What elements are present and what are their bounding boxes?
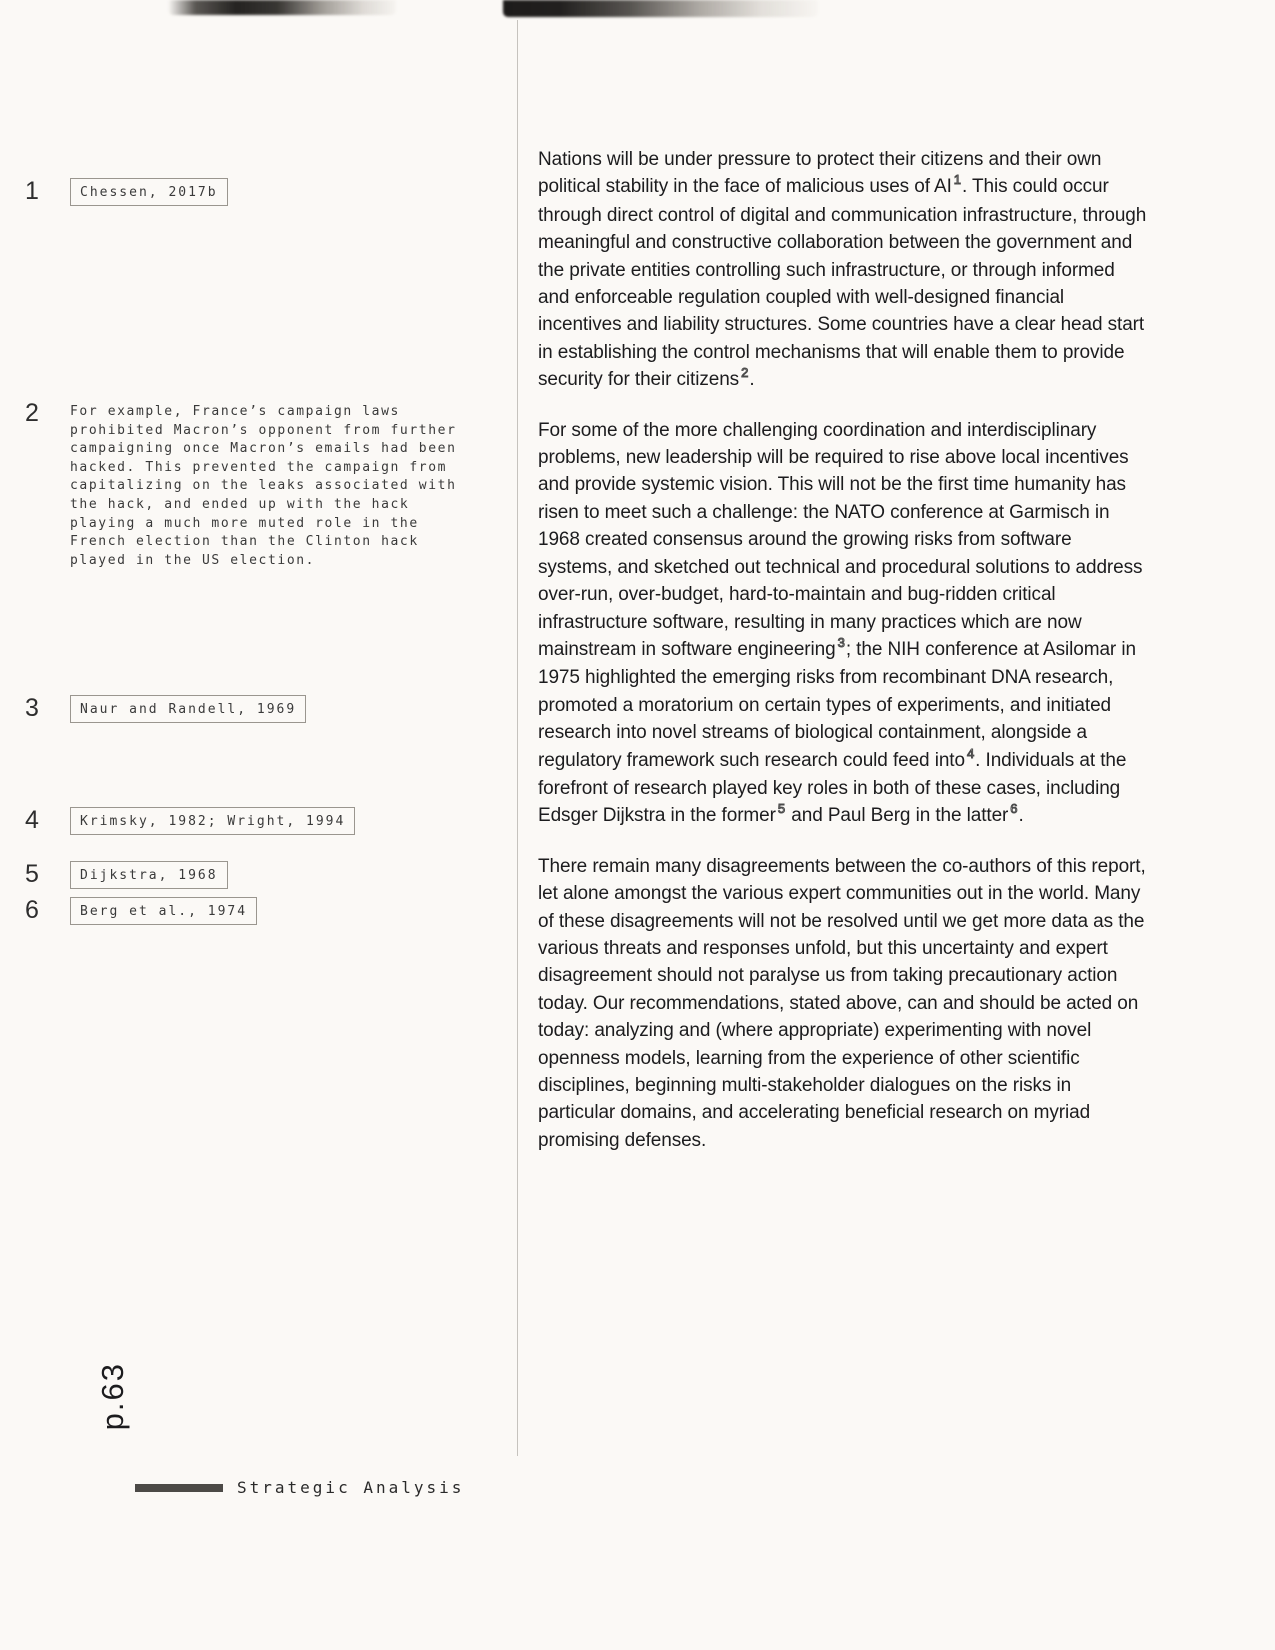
footnote-citation: Chessen, 2017b: [70, 178, 228, 206]
footnote-number: 5: [25, 860, 39, 888]
page-number: p.63: [95, 1362, 130, 1431]
footnote-number: 1: [25, 177, 39, 205]
footnote-item: [25, 400, 462, 570]
body-paragraph: [538, 853, 1150, 1154]
text-run: .: [749, 369, 755, 391]
footnote-note: For example, France’s campaign laws prohibited Macron’s opponent from further campaigning once Macron’s emails had been hacked. This prevented the campaign from capitalizing on the leaks associated with the hack, and ended up with the hack playing a much more muted role in the French election than the Clinton hack played in the US election.: [70, 404, 457, 568]
text-run: There remain many disagreements between the co-authors of this report, let alone amongst the various expert communities out in the world. Many of these disagreements will not be resolved until we get more data as the various threats and responses unfold, but this uncertainty and expert disagreement should not paralyse us from taking precautionary action today. Our recommendations, stated above, can and should be acted on today: analyzing and (where appropriate) experimenting with novel openness models, learning from the experience of other scientific disciplines, beginning multi-stakeholder dialogues on the risks in particular domains, and accelerating beneficial research on myriad promising defenses.: [538, 855, 1146, 1151]
footnote-citation: Krimsky, 1982; Wright, 1994: [70, 807, 355, 835]
footnote-item: [25, 807, 355, 835]
column-divider: [517, 20, 518, 1456]
footnotes-sidebar: [0, 0, 505, 1650]
footnote-ref-6: 6: [1010, 801, 1018, 817]
footnote-number: 6: [25, 896, 39, 924]
footnote-ref-2: 2: [741, 365, 749, 381]
body-column: [538, 146, 1150, 1176]
footnote-item: [25, 178, 228, 206]
text-run: and Paul Berg in the latter: [786, 805, 1009, 827]
footnote-ref-1: 1: [953, 172, 961, 188]
text-run: Nations will be under pressure to protect their citizens and their own political stability in the face of malicious uses of AI: [538, 149, 1102, 198]
page-footer: [135, 1478, 464, 1497]
footnote-ref-4: 4: [966, 745, 975, 761]
text-run: For some of the more challenging coordination and interdisciplinary problems, new leadership will be required to rise above local incentives and provide systemic vision. This will not be the first time humanity has risen to meet such a challenge: the NATO conference at Garmisch in 1968 created consensus around the growing risks from software systems, and sketched out technical and procedural solutions to address over-run, over-budget, hard-to-maintain and bug-ridden critical infrastructure software, resulting in many practices which are now mainstream in software engineering: [538, 419, 1143, 660]
body-paragraph: [538, 417, 1150, 831]
footnote-number: 3: [25, 694, 39, 722]
footnote-number: 4: [25, 806, 39, 834]
footer-rule: [135, 1484, 223, 1492]
footnote-item: [25, 897, 257, 925]
text-run: . Individuals at the forefront of research played key roles in both of these cases, including Edsger Dijkstra in the former: [538, 749, 1127, 827]
body-paragraph: [538, 146, 1150, 395]
scan-artifact-right: [503, 0, 818, 17]
footnote-item: [25, 695, 306, 723]
footnote-ref-5: 5: [777, 801, 786, 817]
footnote-ref-3: 3: [837, 634, 845, 650]
footer-section-label: Strategic Analysis: [237, 1478, 465, 1497]
footnote-citation: Naur and Randell, 1969: [70, 695, 306, 723]
footnote-citation: Dijkstra, 1968: [70, 861, 228, 889]
footnote-number: 2: [25, 399, 39, 427]
text-run: .: [1018, 805, 1024, 827]
text-run: . This could occur through direct control of digital and communication infrastructure, through meaningful and constructive collaboration between the government and the private entities controlling such infrastructure, or through informed and enforceable regulation coupled with well-designed financial incentives and liability structures. Some countries have a clear head start in establishing the control mechanisms that will enable them to provide security for their citizens: [538, 176, 1147, 391]
footnote-citation: Berg et al., 1974: [70, 897, 257, 925]
text-run: ; the NIH conference at Asilomar in 1975 highlighted the emerging risks from recombinant DNA research, promoted a moratorium on certain types of experiments, and initiated research into novel streams of biological containment, alongside a regulatory framework such research could feed into: [538, 638, 1136, 771]
footnote-item: [25, 861, 228, 889]
